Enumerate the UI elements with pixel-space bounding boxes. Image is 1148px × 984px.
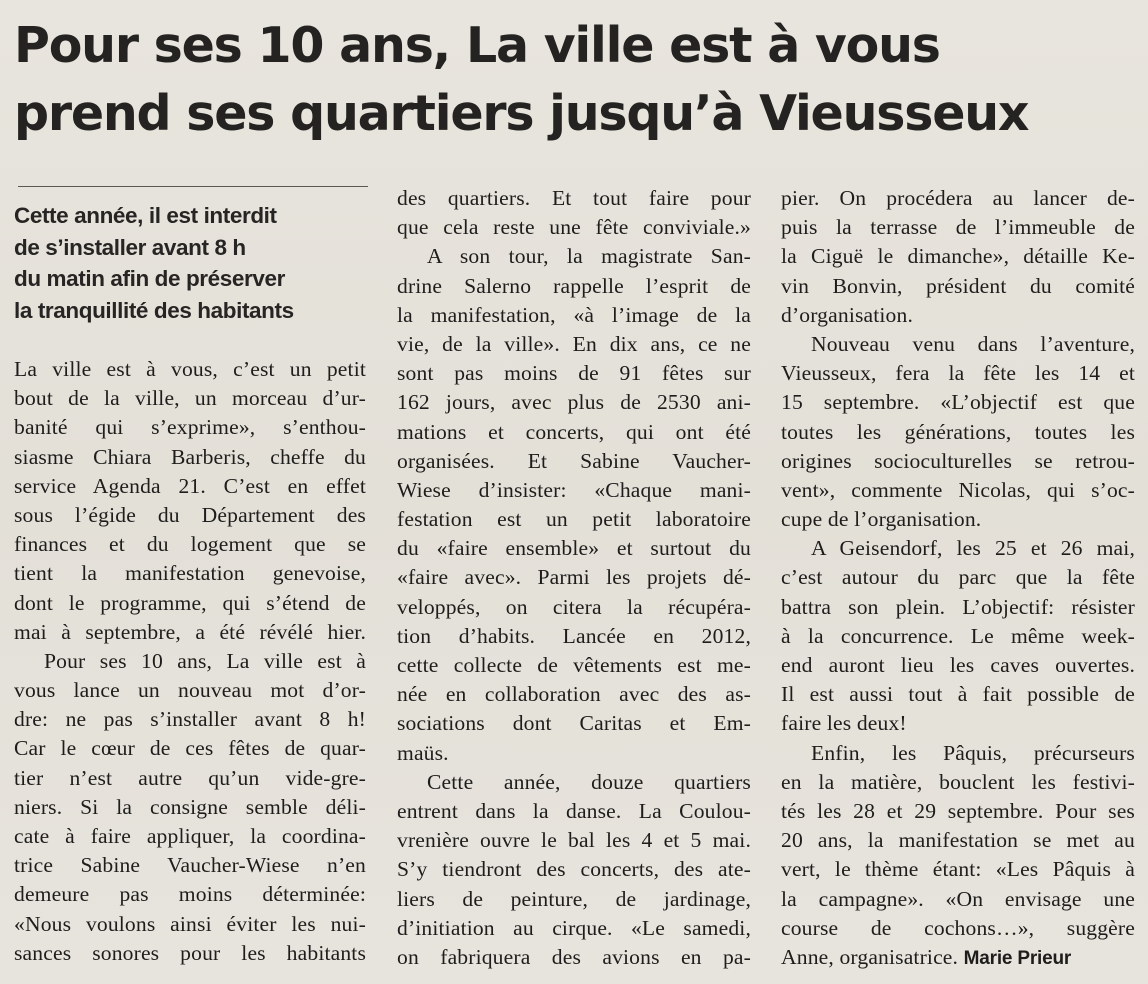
body-line: S’y tiendront des concerts, des ate- — [397, 857, 751, 882]
body-line: vie, de la ville». En dix ans, ce ne — [397, 331, 751, 356]
body-line: tion d’habits. Lancée en 2012, — [397, 623, 751, 648]
body-line: «faire avec». Parmi les projets dé- — [397, 565, 751, 590]
body-line: banité qui s’exprime», s’enthou- — [14, 415, 366, 440]
body-line: vert, le thème étant: «Les Pâquis à — [781, 857, 1135, 882]
body-line: origines socioculturelles se retrou- — [781, 448, 1135, 473]
headline-line: Pour ses 10 ans, La ville est à vous — [14, 17, 940, 74]
body-line: puis la terrasse de l’immeuble de — [781, 215, 1135, 240]
article-headline — [14, 12, 1144, 148]
body-line: Car le cœur de ces fêtes de quar- — [14, 736, 366, 761]
body-line: faire les deux! — [781, 711, 907, 736]
lede-line: la tranquillité des habitants — [14, 297, 294, 323]
body-line: vous lance un nouveau mot d’or- — [14, 678, 366, 703]
body-line: Nouveau venu dans l’aventure, — [811, 331, 1135, 356]
body-line: course de cochons…», suggère — [781, 915, 1135, 940]
body-line: entrent dans la danse. La Coulou- — [397, 798, 751, 823]
body-line: à la concurrence. Le même week- — [781, 623, 1135, 648]
body-line: Wiese d’insister: «Chaque mani- — [397, 477, 751, 502]
body-line: cupe de l’organisation. — [781, 507, 982, 532]
body-line-final — [781, 943, 1135, 972]
lede-divider — [18, 186, 368, 187]
body-line: du «faire ensemble» et surtout du — [397, 536, 751, 561]
body-line: la campagne». «On envisage une — [781, 886, 1135, 911]
body-line: la Ciguë le dimanche», détaille Ke- — [781, 244, 1135, 269]
body-line: festation est un petit laboratoire — [397, 507, 751, 532]
lede-line: du matin afin de préserver — [14, 266, 285, 291]
body-line: d’organisation. — [781, 302, 913, 327]
body-line: mations et concerts, qui ont été — [397, 419, 751, 444]
body-line: Cette année, douze quartiers — [427, 769, 751, 794]
body-line: finances et du logement que se — [14, 532, 366, 557]
body-line: 162 jours, avec plus de 2530 ani- — [397, 390, 751, 415]
body-line: en la matière, bouclent les festivi- — [781, 769, 1135, 794]
body-line: cette collecte de vêtements est me- — [397, 653, 751, 677]
body-line: A son tour, la magistrate San- — [427, 244, 751, 269]
body-column-3 — [781, 184, 1135, 972]
body-line: La ville est à vous, c’est un petit — [14, 357, 366, 381]
body-line: que cela reste une fête conviviale.» — [397, 215, 751, 240]
body-line: toutes les générations, toutes les — [781, 419, 1135, 444]
body-line: dre: ne pas s’installer avant 8 h! — [14, 707, 366, 732]
body-line: sances sonores pour les habitants — [14, 940, 366, 965]
lede-line: de s’installer avant 8 h — [14, 234, 246, 260]
body-line: tient la manifestation genevoise, — [14, 561, 366, 586]
body-line: bout de la ville, un morceau d’ur- — [14, 386, 366, 411]
body-line: tés les 28 et 29 septembre. Pour ses — [781, 798, 1135, 823]
body-column-2 — [397, 184, 751, 972]
lede-line: Cette année, il est interdit — [14, 203, 277, 228]
body-line: dont le programme, qui s’étend de — [14, 590, 366, 615]
body-line: vent», commente Nicolas, qui s’oc- — [781, 477, 1135, 502]
body-line: vin Bonvin, président du comité — [781, 273, 1135, 298]
article-lede — [14, 200, 374, 326]
body-line: née en collaboration avec des as- — [397, 682, 751, 707]
body-line: niers. Si la consigne semble déli- — [14, 794, 366, 819]
body-line: Enfin, les Pâquis, précurseurs — [811, 740, 1135, 765]
body-line: pier. On procédera au lancer de- — [781, 186, 1135, 210]
body-line: la manifestation, «à l’image de la — [397, 302, 751, 327]
body-line: siasme Chiara Barberis, cheffe du — [14, 444, 366, 469]
body-line: d’initiation au cirque. «Le samedi, — [397, 915, 751, 940]
body-line: battra son plein. L’objectif: résister — [781, 594, 1135, 619]
body-line: des quartiers. Et tout faire pour — [397, 186, 751, 210]
body-line: mai à septembre, a été révélé hier. — [14, 619, 366, 644]
body-line: A Geisendorf, les 25 et 26 mai, — [811, 536, 1135, 561]
body-line: organisées. Et Sabine Vaucher- — [397, 448, 751, 473]
author-byline: Marie Prieur — [963, 947, 1072, 969]
body-line: demeure pas moins déterminée: — [14, 882, 366, 907]
body-line: sous l’égide du Département des — [14, 502, 366, 527]
body-line: Anne, organisatrice. — [781, 944, 959, 969]
body-line: sont pas moins de 91 fêtes sur — [397, 361, 751, 386]
body-line: 20 ans, la manifestation se met au — [781, 828, 1135, 853]
body-line: liers de peinture, de jardinage, — [397, 886, 751, 911]
body-line: trice Sabine Vaucher-Wiese n’en — [14, 853, 366, 878]
body-line: service Agenda 21. C’est en effet — [14, 473, 366, 498]
body-line: «Nous voulons ainsi éviter les nui- — [14, 911, 366, 936]
body-column-1 — [14, 355, 366, 968]
body-line: maüs. — [397, 740, 449, 765]
body-line: veloppés, on citera la récupéra- — [397, 594, 751, 619]
body-line: 15 septembre. «L’objectif est que — [781, 390, 1135, 415]
body-line: vrenière ouvre le bal les 4 et 5 mai. — [397, 828, 751, 853]
body-line: Pour ses 10 ans, La ville est à — [44, 648, 366, 673]
body-line: drine Salerno rappelle l’esprit de — [397, 273, 751, 298]
headline-line: prend ses quartiers jusqu’à Vieusseux — [14, 85, 1029, 142]
body-line: Il est aussi tout à fait possible de — [781, 682, 1135, 707]
body-line: tier n’est autre qu’un vide-gre- — [14, 765, 366, 790]
body-line: on fabriquera des avions en pa- — [397, 944, 751, 969]
body-line: Vieusseux, fera la fête les 14 et — [781, 361, 1135, 386]
body-line: c’est autour du parc que la fête — [781, 565, 1135, 590]
body-line: end auront lieu les caves ouvertes. — [781, 653, 1135, 677]
body-line: cate à faire appliquer, la coordina- — [14, 824, 366, 848]
body-line: sociations dont Caritas et Em- — [397, 711, 751, 736]
